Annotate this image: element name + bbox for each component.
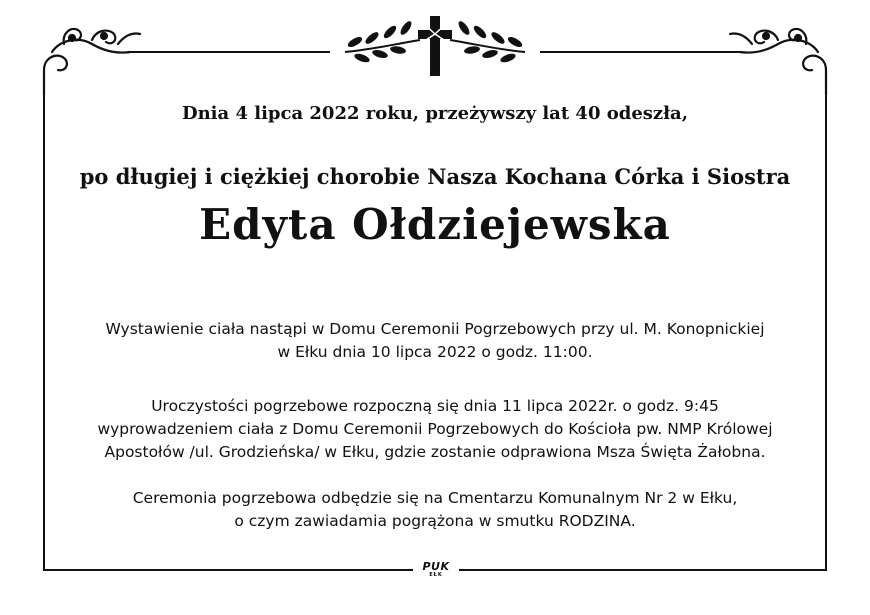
olive-branch-left-icon: [345, 19, 420, 64]
death-date-line: Dnia 4 lipca 2022 roku, przeżywszy lat 40 odeszła,: [181, 103, 688, 124]
flourish-right-icon: [730, 29, 826, 95]
logo-sub-text: EŁK: [429, 572, 443, 578]
deceased-name: Edyta Ołdziejewska: [199, 200, 671, 249]
frame-bottom-border-left: [43, 569, 413, 571]
cross-icon: [418, 16, 452, 76]
paragraph-line: o czym zawiadamia pogrążona w smutku RODZINA.: [234, 512, 636, 530]
paragraph-line: Wystawienie ciała nastąpi w Domu Ceremonii Pogrzebowych przy ul. M. Konopnickiej: [105, 320, 765, 338]
olive-branch-right-icon: [450, 19, 525, 64]
paragraph-line: wyprowadzeniem ciała z Domu Ceremonii Pogrzebowych do Kościoła pw. NMP Królowej: [97, 420, 773, 438]
puk-logo: [416, 561, 456, 578]
paragraph-line: Apostołów /ul. Grodzieńska/ w Ełku, gdzie zostanie odprawiona Msza Święta Żałobna.: [104, 443, 766, 461]
ceremony-paragraph: [0, 395, 870, 464]
paragraph-line: Ceremonia pogrzebowa odbędzie się na Cmentarzu Komunalnym Nr 2 w Ełku,: [132, 489, 738, 507]
top-ornament: [0, 0, 870, 95]
logo-main-text: PUK: [422, 560, 450, 573]
burial-paragraph: [0, 487, 870, 533]
flourish-left-icon: [44, 29, 140, 95]
relation-line: po długiej i ciężkiej chorobie Nasza Kochana Córka i Siostra: [79, 164, 791, 189]
paragraph-line: w Ełku dnia 10 lipca 2022 o godz. 11:00.: [277, 343, 593, 361]
viewing-paragraph: [0, 318, 870, 364]
frame-bottom-border-right: [459, 569, 827, 571]
paragraph-line: Uroczystości pogrzebowe rozpoczną się dnia 11 lipca 2022r. o godz. 9:45: [151, 397, 719, 415]
